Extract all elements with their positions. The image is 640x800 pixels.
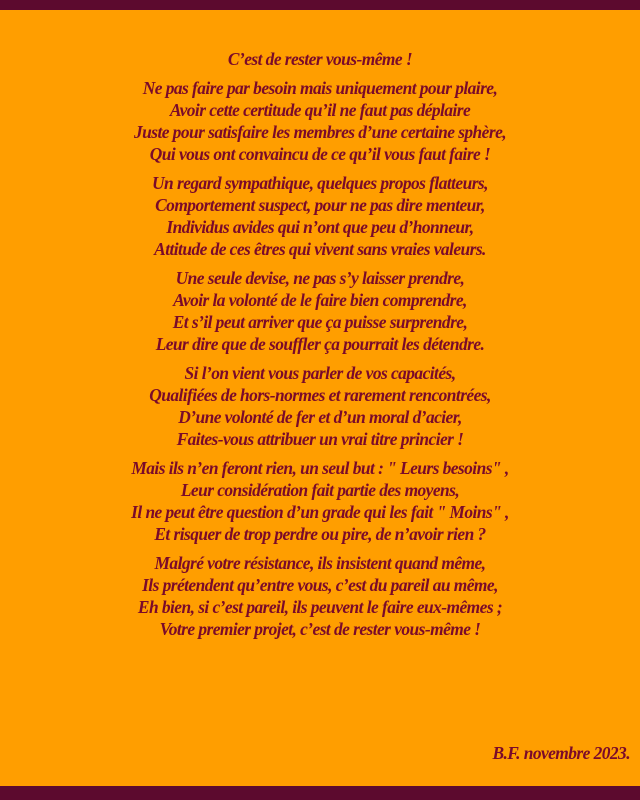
poem-title: C’est de rester vous-même ! <box>227 49 413 69</box>
stanza-line: Avoir cette certitude qu’il ne faut pas déplaire <box>169 100 471 120</box>
stanza-line: Eh bien, si c’est pareil, ils peuvent le faire eux-mêmes ; <box>137 597 503 617</box>
stanza-1 <box>0 77 640 165</box>
poem-signature: B.F. novembre 2023. <box>492 743 630 763</box>
stanza-line: Si l’on vient vous parler de vos capacités, <box>184 363 456 383</box>
stanza-line: Un regard sympathique, quelques propos flatteurs, <box>152 173 488 193</box>
stanza-line: Une seule devise, ne pas s’y laisser prendre, <box>175 268 465 288</box>
stanza-2 <box>0 172 640 260</box>
stanza-line: Faites-vous attribuer un vrai titre princier ! <box>176 429 464 449</box>
stanza-line: Malgré votre résistance, ils insistent quand même, <box>154 553 486 573</box>
stanza-line: Mais ils n’en feront rien, un seul but : " Leurs besoins" , <box>131 458 509 478</box>
stanza-line: D’une volonté de fer et d’un moral d’acier, <box>178 407 462 427</box>
stanza-line: Avoir la volonté de le faire bien comprendre, <box>173 290 467 310</box>
stanza-line: Qualifiées de hors-normes et rarement rencontrées, <box>149 385 491 405</box>
stanza-line: Attitude de ces êtres qui vivent sans vraies valeurs. <box>154 239 486 259</box>
stanza-line: Et risquer de trop perdre ou pire, de n’avoir rien ? <box>154 524 486 544</box>
stanza-line: Qui vous ont convaincu de ce qu’il vous faut faire ! <box>149 144 491 164</box>
stanza-line: Leur dire que de souffler ça pourrait les détendre. <box>155 334 485 354</box>
stanza-line: Comportement suspect, pour ne pas dire menteur, <box>155 195 485 215</box>
stanza-line: Leur considération fait partie des moyens, <box>180 480 460 500</box>
stanza-line: Juste pour satisfaire les membres d’une certaine sphère, <box>133 122 507 142</box>
stanza-4 <box>0 362 640 450</box>
stanza-6 <box>0 552 640 640</box>
stanza-line: Il ne peut être question d’un grade qui les fait " Moins" , <box>131 502 509 522</box>
poem-body <box>0 48 640 640</box>
stanza-line: Votre premier projet, c’est de rester vous-même ! <box>159 619 481 639</box>
stanza-line: Ne pas faire par besoin mais uniquement pour plaire, <box>142 78 498 98</box>
poem-panel <box>0 10 640 786</box>
stanza-5 <box>0 457 640 545</box>
stanza-line: Et s’il peut arriver que ça puisse surprendre, <box>172 312 468 332</box>
stanza-3 <box>0 267 640 355</box>
stanza-line: Ils prétendent qu’entre vous, c’est du pareil au même, <box>142 575 498 595</box>
stanza-line: Individus avides qui n’ont que peu d’honneur, <box>166 217 474 237</box>
